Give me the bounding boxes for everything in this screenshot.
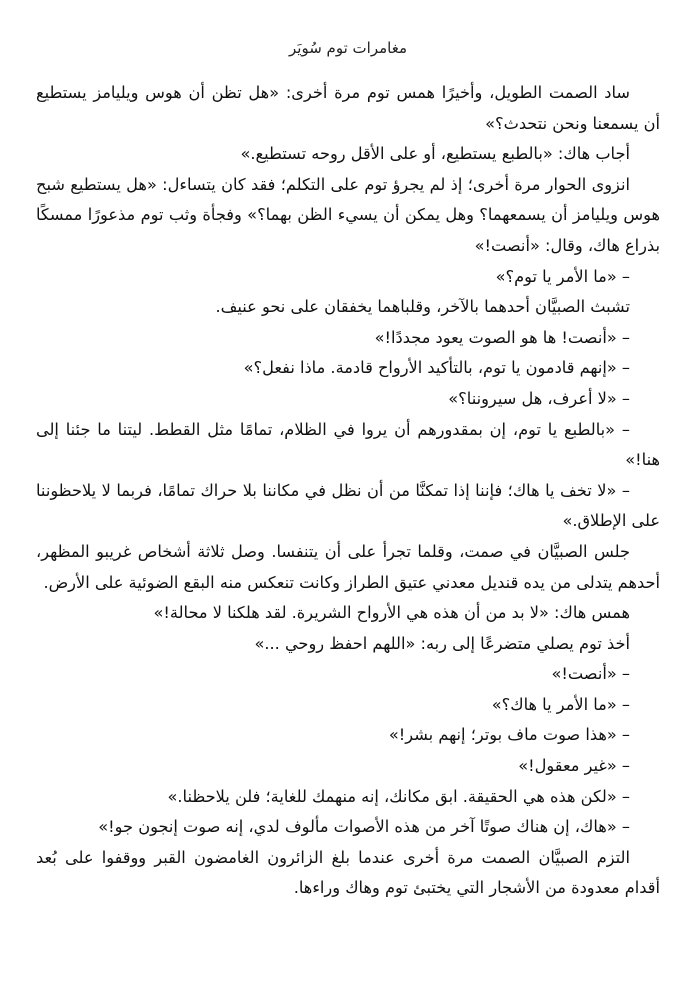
dialogue-line: – «أنصت!» (551, 664, 630, 684)
paragraph: همس هاك: «لا بد من أن هذه هي الأرواح الشريرة. لقد هلكنا لا محالة!» (153, 603, 630, 623)
dialogue-line: – «ما الأمر يا هاك؟» (491, 694, 630, 714)
book-page (36, 38, 660, 990)
dialogue-line: – «بالطبع يا توم، إن بمقدورهم أن يروا في الظلام، تمامًا مثل القطط. ليتنا ما جئنا إلى هنا!» (36, 419, 660, 470)
dialogue-line: – «هاك، إن هناك صوتًا آخر من هذه الأصوات مألوف لدي، إنه صوت إنجون جو!» (98, 817, 630, 837)
dialogue-line: – «لا أعرف، هل سيروننا؟» (448, 388, 630, 408)
page-body (36, 78, 660, 904)
dialogue-line: – «هذا صوت ماف بوتر؛ إنهم بشر!» (388, 725, 630, 745)
paragraph: انزوى الحوار مرة أخرى؛ إذ لم يجرؤ توم على التكلم؛ فقد كان يتساءل: «هل يستطيع شبح هوس ويليامز أن يسمعهما؟ وهل يمكن أن يسيء الظن بهما؟» وفجأة وثب توم مذعورًا ممسكًا بذراع هاك، وقال: «أنصت!» (36, 174, 660, 255)
paragraph: أجاب هاك: «بالطبع يستطيع، أو على الأقل روحه تستطيع.» (240, 144, 630, 164)
paragraph: ساد الصمت الطويل، وأخيرًا همس توم مرة أخرى: «هل تظن أن هوس ويليامز يستطيع أن يسمعنا ونحن نتحدث؟» (36, 83, 660, 133)
dialogue-line: – «غير معقول!» (518, 756, 630, 776)
dialogue-line: – «إنهم قادمون يا توم، بالتأكيد الأرواح قادمة. ماذا نفعل؟» (243, 358, 630, 378)
running-header: مغامرات توم سُويَر (289, 39, 407, 57)
dialogue-line: – «ما الأمر يا توم؟» (495, 266, 630, 286)
paragraph: أخذ توم يصلي متضرعًا إلى ربه: «اللهم احفظ روحي ...» (254, 633, 630, 653)
paragraph: تشبث الصبيَّان أحدهما بالآخر، وقلباهما يخفقان على نحو عنيف. (215, 297, 630, 317)
dialogue-line: – «لكن هذه هي الحقيقة. ابق مكانك، إنه منهمك للغاية؛ فلن يلاحظنا.» (167, 786, 630, 806)
dialogue-line: – «لا تخف يا هاك؛ فإننا إذا تمكنَّا من أن نظل في مكاننا بلا حراك تمامًا، فربما لا يلاحظوننا على الإطلاق.» (36, 480, 660, 531)
paragraph: جلس الصبيَّان في صمت، وقلما تجرأ على أن يتنفسا. وصل ثلاثة أشخاص غريبو المظهر، أحدهم يتدلى من يده قنديل معدني عتيق الطراز وكانت تنعكس منه البقع الضوئية على الأرض. (36, 541, 660, 592)
dialogue-line: – «أنصت! ها هو الصوت يعود مجددًا!» (374, 327, 630, 347)
paragraph: التزم الصبيَّان الصمت مرة أخرى عندما بلغ الزائرون الغامضون القبر ووقفوا على بُعد أقدام معدودة من الأشجار التي يختبئ توم وهاك وراءها. (36, 847, 660, 898)
